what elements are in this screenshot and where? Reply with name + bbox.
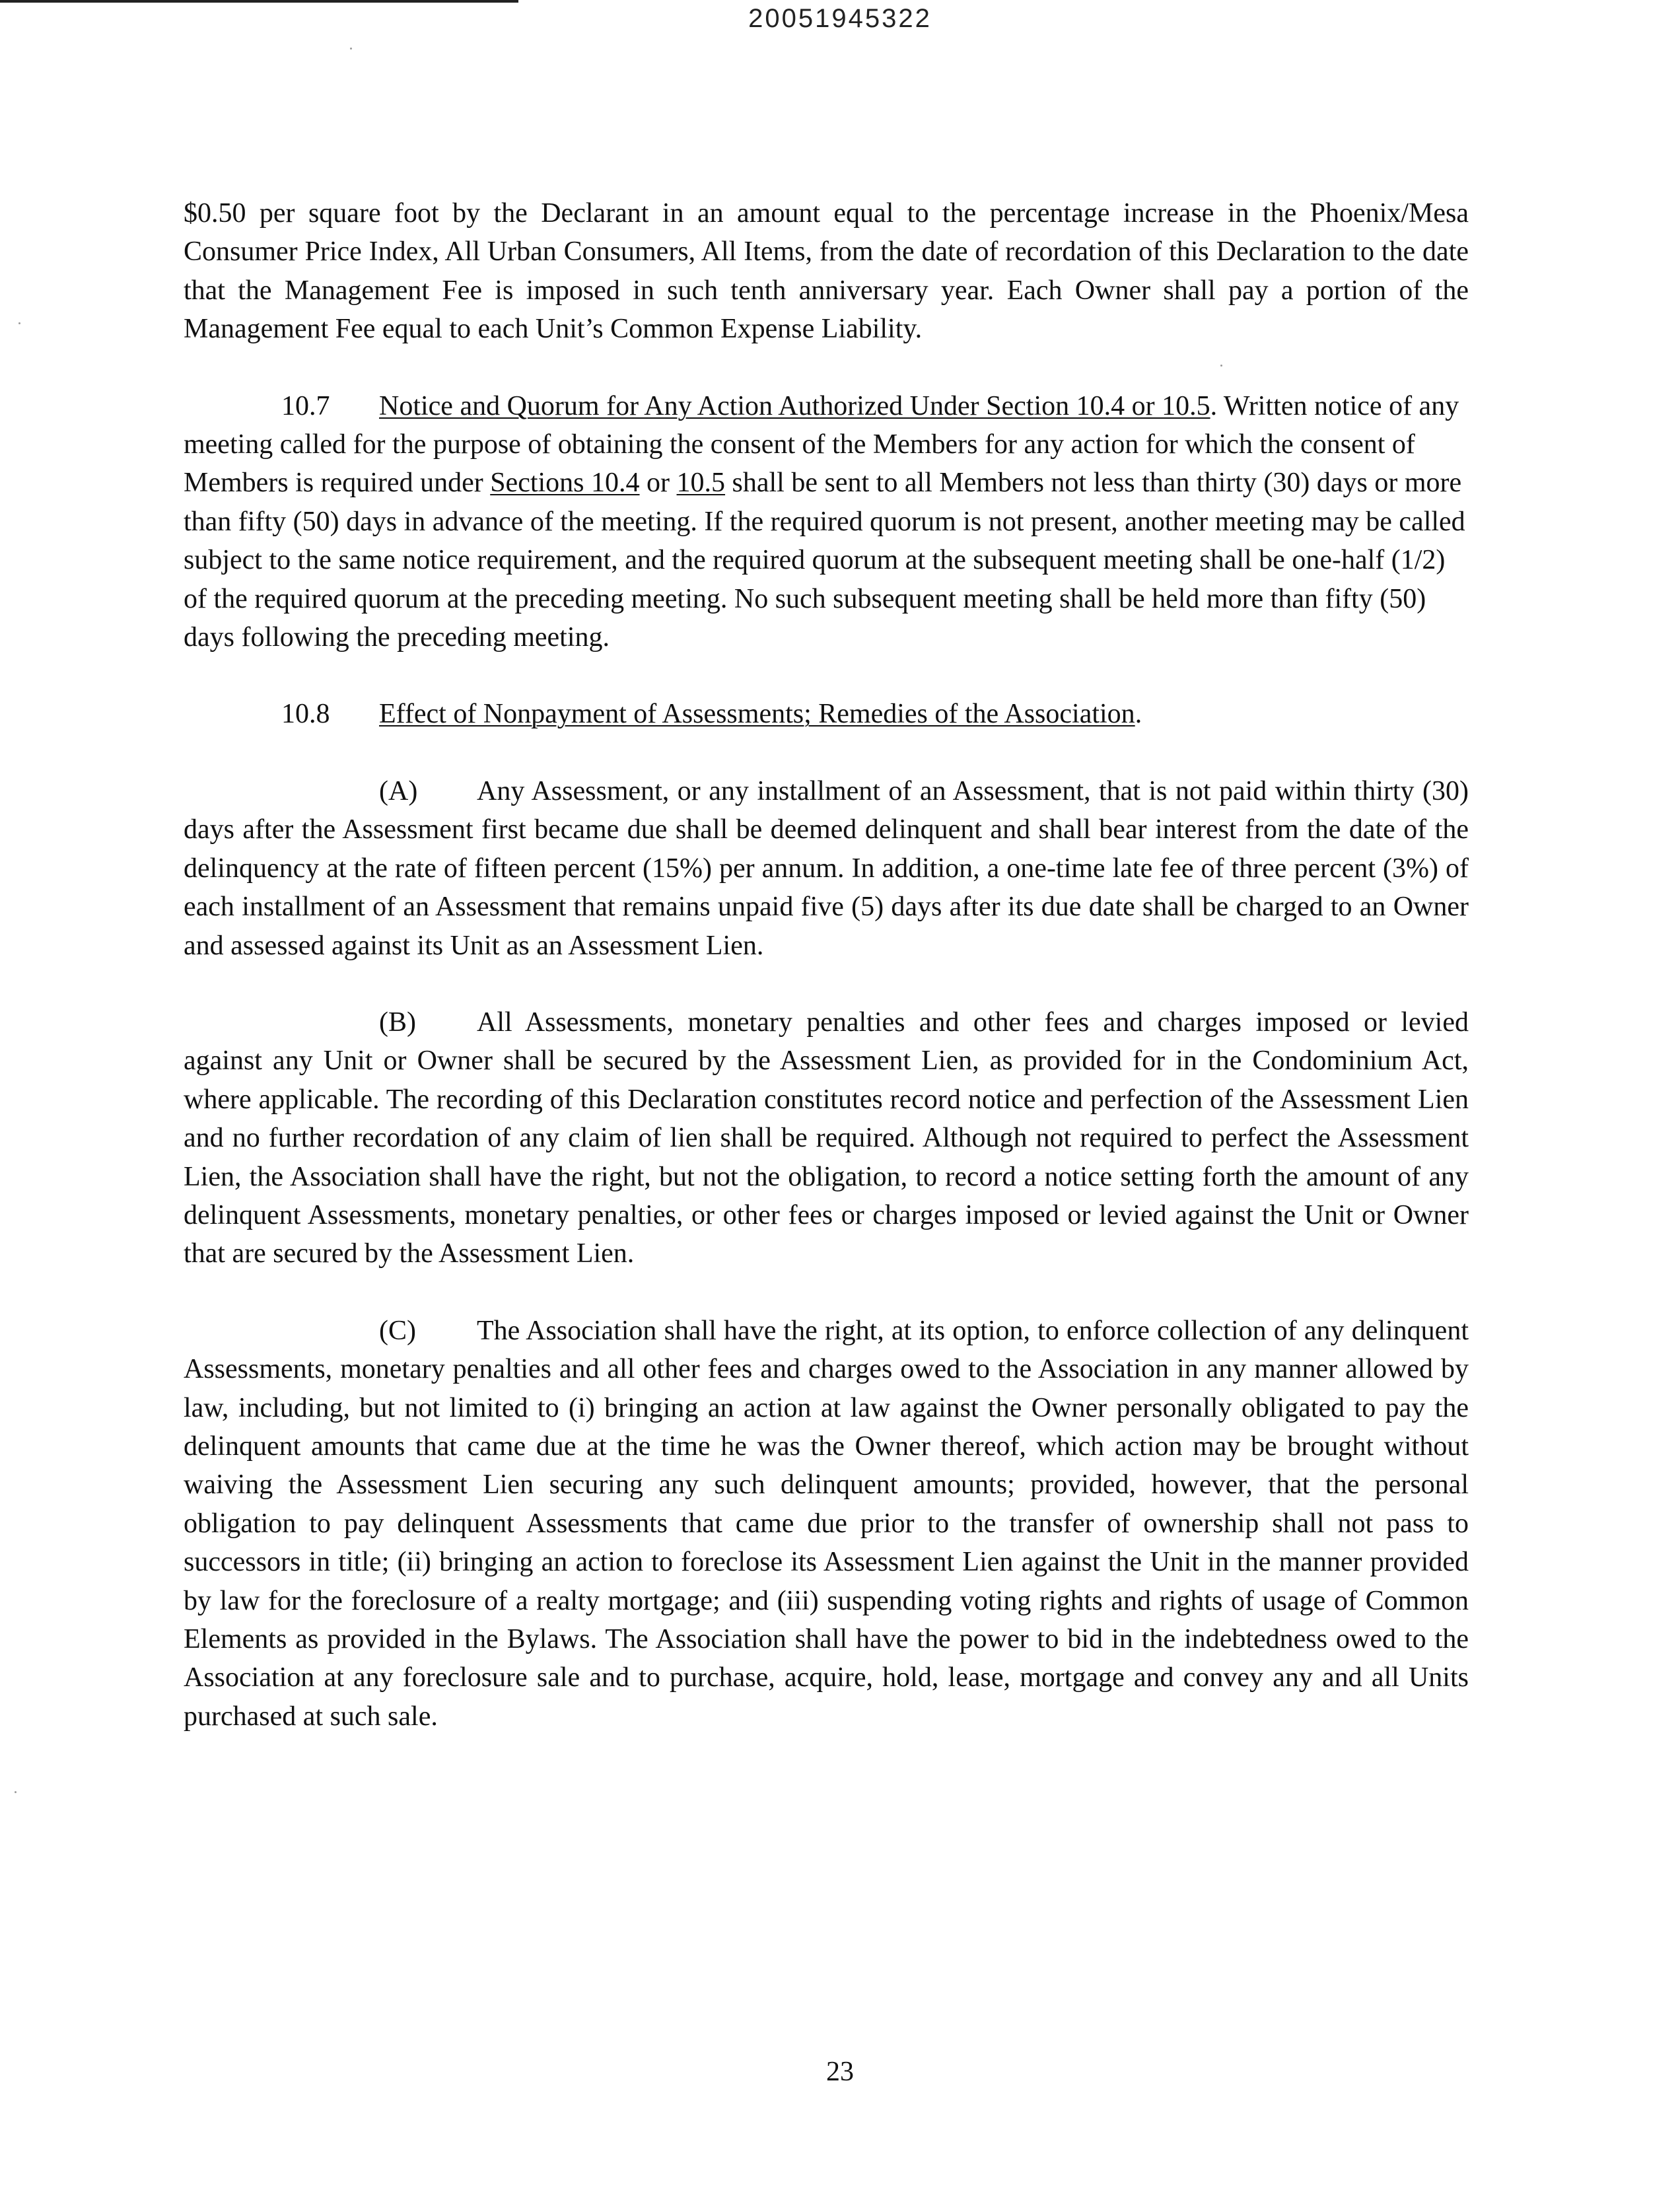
- section-body-or: or: [639, 468, 677, 499]
- subsection-a: [184, 772, 1469, 965]
- page-number: 23: [826, 2057, 854, 2087]
- section-number: 10.7: [281, 390, 330, 421]
- subsection-label: (C): [379, 1315, 416, 1346]
- subsection-text: All Assessments, monetary penalties and other fees and charges imposed or levied against any Unit or Owner shall be secured by the Assessment Lien, as provided for in the Condominium Act, where applicable. The recording of this Declaration constitutes record notice and perfection of the Assessment Lien and no further recordation of any claim of lien shall be required. Although not required to perfect the Assessment Lien, the Association shall have the right, but not the obligation, to record a notice setting forth the amount of any delinquent Assessments, monetary penalties, or other fees or charges imposed or levied against the Unit or Owner that are secured by the Assessment Lien.: [184, 1007, 1469, 1269]
- recording-number: 20051945322: [748, 4, 932, 33]
- subsection-text: The Association shall have the right, at its option, to enforce collection of any delinquent Assessments, monetary penalties and all other fees and charges owed to the Association in any manner allowed by law, including, but not limited to (i) bringing an action at law against the Owner personally obligated to pay the delinquent amounts that came due at the time he was the Owner thereof, which action may be brought without waiving the Assessment Lien securing any such delinquent amounts; provided, however, that the personal obligation to pay delinquent Assessments that came due prior to the transfer of ownership shall not pass to successors in title; (ii) bringing an action to foreclose its Assessment Lien against the Unit in the manner provided by law for the foreclosure of a realty mortgage; and (iii) suspending voting rights and rights of usage of Common Elements as provided in the Bylaws. The Association shall have the power to bid in the indebtedness owed to the Association at any foreclosure sale and to purchase, acquire, hold, lease, mortgage and convey any and all Units purchased at such sale.: [184, 1315, 1469, 1732]
- section-title-period: .: [1135, 699, 1142, 730]
- continuation-text: $0.50 per square foot by the Declarant in an amount equal to the percentage increase in the Phoenix/Mesa Consumer Price Index, All Urban Consumers, All Items, from the date of recordation of this Declaration to the date that the Management Fee is imposed in such tenth anniversary year. Each Owner shall pay a portion of the Management Fee equal to each Unit’s Common Expense Liability.: [184, 198, 1469, 345]
- scan-speck: [350, 48, 352, 50]
- scan-speck: [18, 322, 20, 324]
- section-body-rest: shall be sent to all Members not less than thirty (30) days or more than fifty (50) days in advance of the meeting. If the required quorum is not present, another meeting may be called subject to the same notice requirement, and the required quorum at the subsequent meeting shall be one-half (1/2) of the required quorum at the preceding meeting. No such subsequent meeting shall be held more than fifty (50) days following the preceding meeting.: [184, 468, 1465, 653]
- subsection-c: [184, 1312, 1469, 1736]
- section-title: Notice and Quorum for Any Action Authorized Under Section 10.4 or 10.5: [379, 390, 1210, 421]
- section-number: 10.8: [281, 699, 330, 730]
- scan-speck: [1220, 365, 1222, 367]
- subsection-label: (A): [379, 775, 418, 806]
- scan-speck: [15, 1791, 17, 1793]
- subsection-text: Any Assessment, or any installment of an Assessment, that is not paid within thirty (30) days after the Assessment first became due shall be deemed delinquent and shall bear interest from the date of the delinquency at the rate of fifteen percent (15%) per annum. In addition, a one-time late fee of three percent (3%) of each installment of an Assessment that remains unpaid five (5) days after its due date shall be charged to an Owner and assessed against its Unit as an Assessment Lien.: [184, 775, 1469, 961]
- subsection-label: (B): [379, 1007, 416, 1038]
- section-10-8-heading: [184, 695, 1469, 733]
- cross-reference-10-4: Sections 10.4: [490, 468, 640, 499]
- section-body-start: Written notice of any meeting called for the purpose of obtaining the consent of the Members for any action for which the consent of Members is required under: [184, 390, 1459, 499]
- section-title: Effect of Nonpayment of Assessments; Remedies of the Association: [379, 699, 1135, 730]
- subsection-b: [184, 1003, 1469, 1273]
- document-body: [184, 194, 1469, 1774]
- continuation-paragraph: [184, 194, 1469, 349]
- section-10-7: [184, 387, 1469, 657]
- cross-reference-10-5: 10.5: [676, 468, 726, 499]
- section-title-period: .: [1210, 390, 1218, 421]
